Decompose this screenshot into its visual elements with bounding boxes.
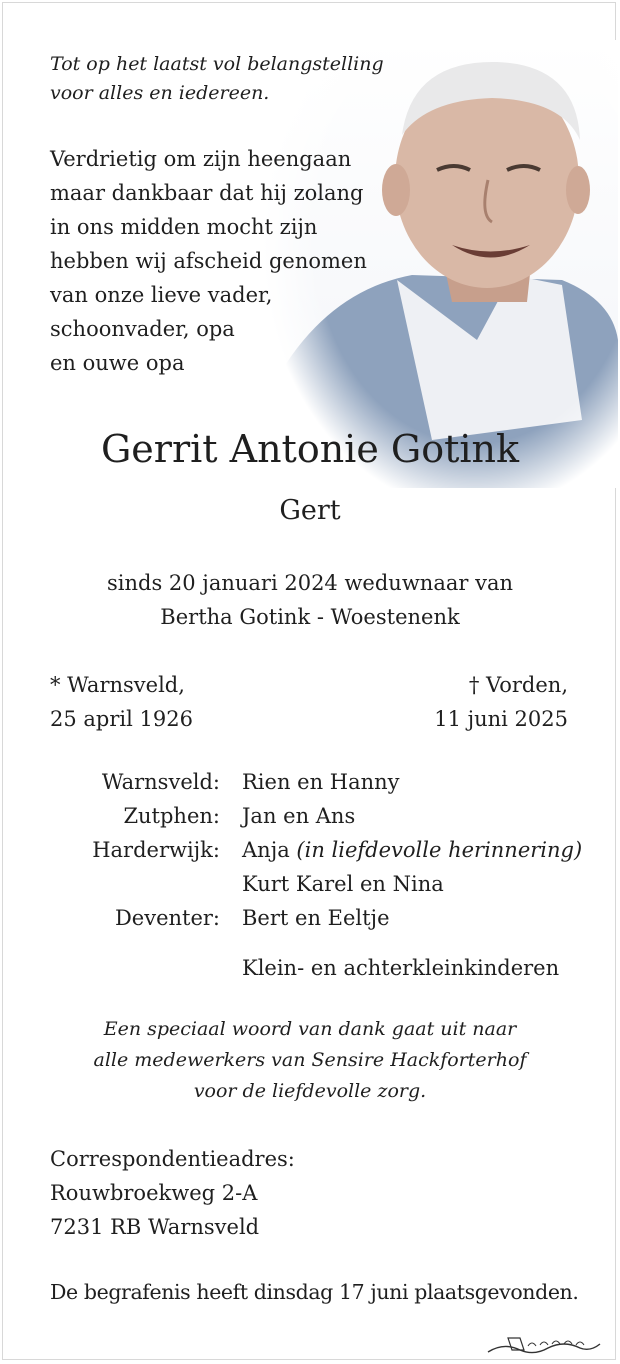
family-place: Zutphen: (123, 804, 220, 828)
address-label: Correspondentieadres: (50, 1147, 295, 1171)
birth-place: * Warnsveld, (50, 673, 185, 697)
family-place: Warnsveld: (101, 770, 220, 794)
family-place (0, 867, 220, 901)
thanks-line: alle medewerkers van Sensire Hackforterhof (93, 1049, 527, 1071)
death-info (434, 668, 568, 736)
deceased-name: Gerrit Antonie Gotink (100, 427, 520, 471)
grandchildren: Klein- en achterkleinkinderen (242, 956, 560, 980)
intro-line: hebben wij afscheid genomen (50, 249, 367, 273)
family-row (0, 799, 582, 833)
intro-line: maar dankbaar dat hij zolang (50, 181, 364, 205)
intro-line: schoonvader, opa (50, 317, 235, 341)
widower-line: Bertha Gotink - Woestenenk (160, 605, 460, 629)
family-row (0, 833, 582, 867)
family-place: Deventer: (114, 906, 220, 930)
intro-line: in ons midden mocht zijn (50, 215, 318, 239)
family-names: Jan en Ans (242, 804, 356, 828)
family-row (0, 951, 582, 985)
birth-info (50, 668, 193, 736)
birth-date: 25 april 1926 (50, 707, 193, 731)
intro-line: Verdrietig om zijn heengaan (50, 147, 352, 171)
motto-line: Tot op het laatst vol belangstelling (50, 53, 384, 75)
intro-line: van onze lieve vader, (50, 283, 273, 307)
death-place: † Vorden, (468, 673, 568, 697)
address-city: 7231 RB Warnsveld (50, 1215, 260, 1239)
family-names: Bert en Eeltje (242, 906, 390, 930)
address-street: Rouwbroekweg 2-A (50, 1181, 258, 1205)
family-list (0, 765, 582, 985)
family-names: Rien en Hanny (242, 770, 400, 794)
family-row (0, 867, 582, 901)
family-note: (in liefdevolle herinnering) (296, 838, 583, 862)
intro-line: en ouwe opa (50, 351, 185, 375)
deceased-nickname: Gert (279, 495, 341, 526)
family-names: Kurt Karel en Nina (242, 872, 444, 896)
thanks-line: Een speciaal woord van dank gaat uit naar (103, 1018, 517, 1040)
intro-text (50, 142, 367, 380)
family-row (0, 765, 582, 799)
correspondence-address (50, 1142, 295, 1244)
family-names: Anja (242, 838, 290, 862)
ornament-icon (484, 1330, 604, 1360)
funeral-notice: De begrafenis heeft dinsdag 17 juni plaatsgevonden. (50, 1280, 579, 1304)
death-date: 11 juni 2025 (434, 707, 568, 731)
motto-line: voor alles en iedereen. (50, 82, 270, 104)
family-row (0, 901, 582, 935)
thanks-line: voor de liefdevolle zorg. (193, 1080, 427, 1102)
thanks-text (0, 1014, 620, 1107)
widower-line: sinds 20 januari 2024 weduwnaar van (107, 571, 513, 595)
family-place: Harderwijk: (92, 838, 220, 862)
